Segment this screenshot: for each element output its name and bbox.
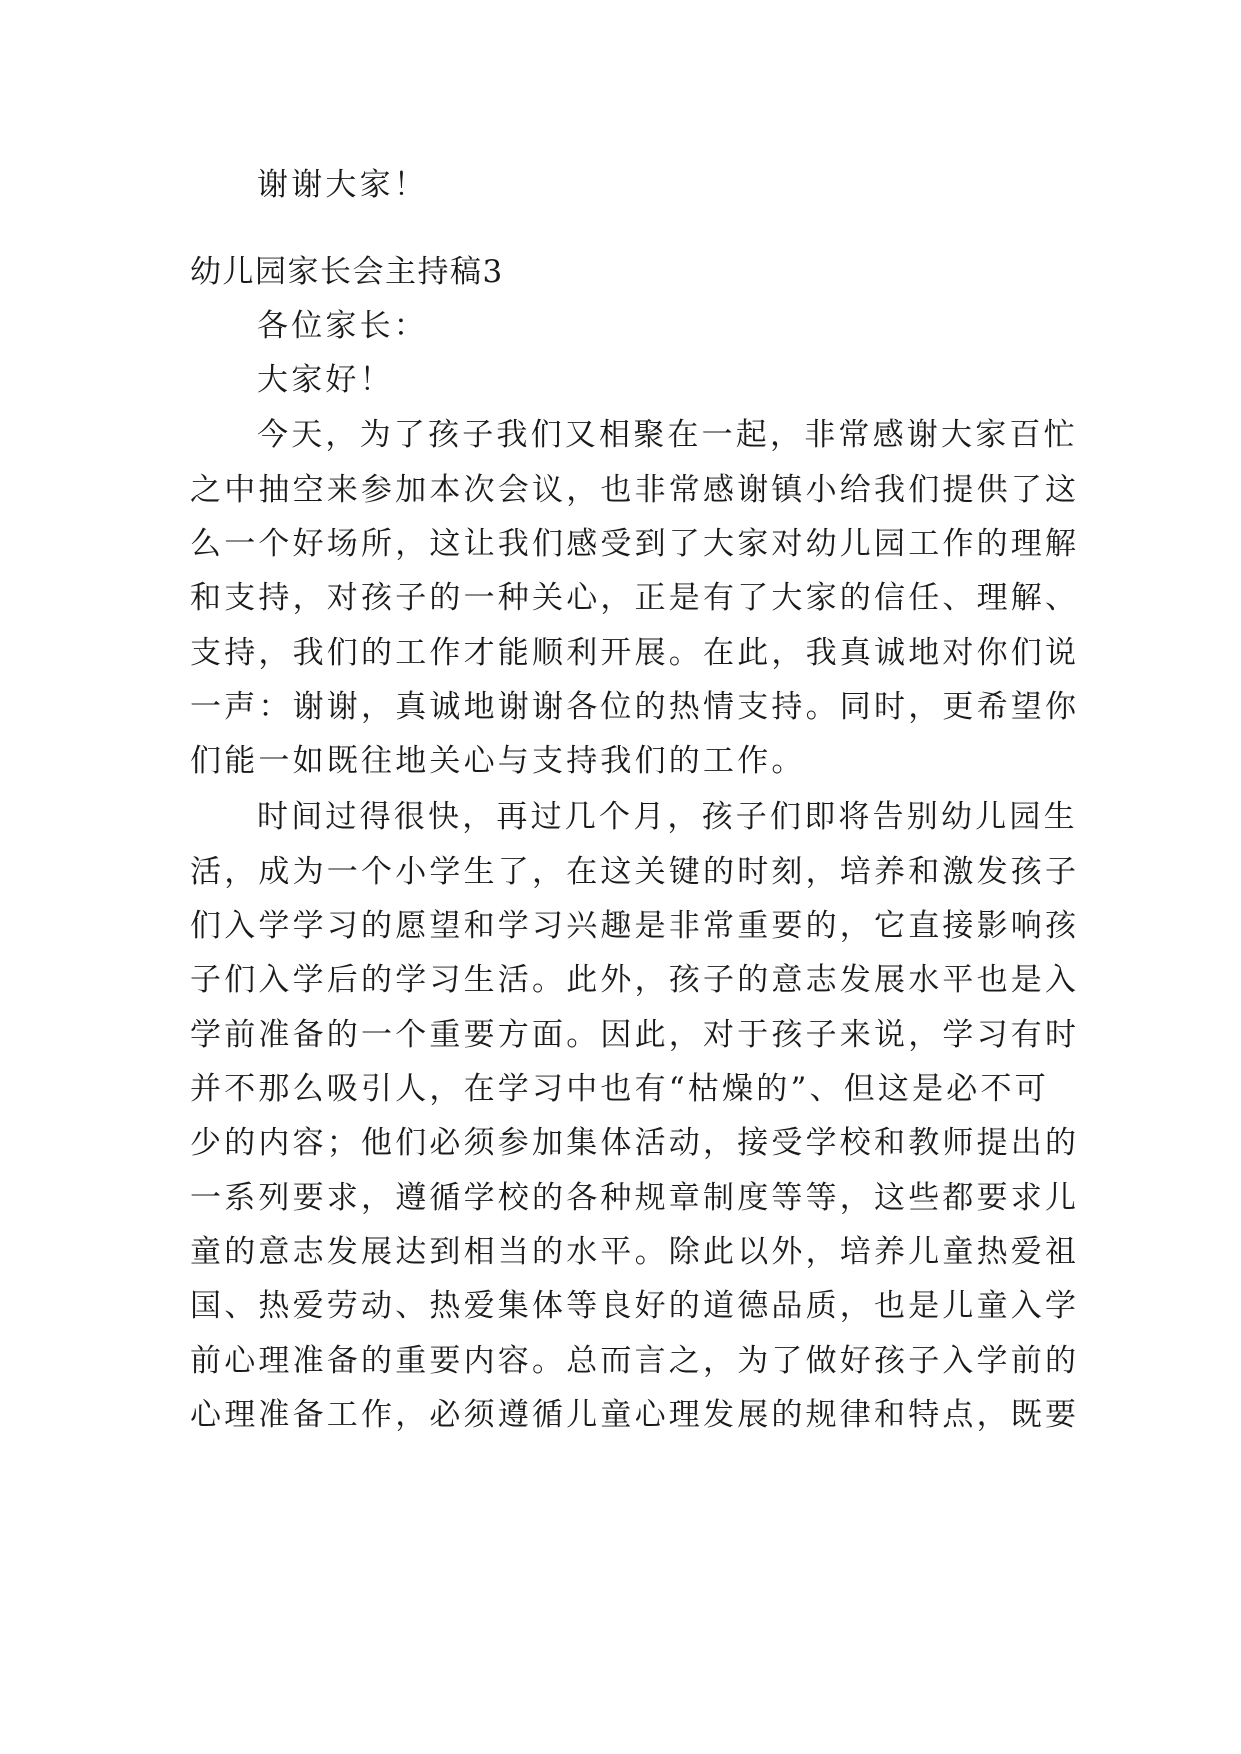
paragraph2-line: 童的意志发展达到相当的水平。除此以外，培养儿童热爱祖 (190, 1234, 1080, 1270)
paragraph2-line: 活，成为一个小学生了，在这关键的时刻，培养和激发孩子 (190, 854, 1080, 890)
paragraph1-line: 支持，我们的工作才能顺利开展。在此，我真诚地对你们说 (190, 635, 1080, 671)
paragraph2-line: 心理准备工作，必须遵循儿童心理发展的规律和特点，既要 (190, 1397, 1080, 1433)
paragraph1-line: 一声：谢谢，真诚地谢谢各位的热情支持。同时，更希望你 (190, 689, 1080, 725)
paragraph2-line: 少的内容；他们必须参加集体活动，接受学校和教师提出的 (190, 1125, 1080, 1161)
paragraph2-line: 们入学学习的愿望和学习兴趣是非常重要的，它直接影响孩 (190, 908, 1080, 944)
paragraph1-line: 么一个好场所，这让我们感受到了大家对幼儿园工作的理解 (190, 526, 1080, 562)
closing-line: 谢谢大家！ (257, 167, 428, 203)
paragraph1-line: 和支持，对孩子的一种关心，正是有了大家的信任、理解、 (190, 580, 1080, 616)
paragraph2-line: 并不那么吸引人，在学习中也有“枯燥的”、但这是必不可 (190, 1071, 1049, 1107)
paragraph2-line: 国、热爱劳动、热爱集体等良好的道德品质，也是儿童入学 (190, 1288, 1080, 1324)
greeting-line: 各位家长： (257, 308, 428, 344)
paragraph1-line: 今天，为了孩子我们又相聚在一起，非常感谢大家百忙 (257, 417, 1078, 453)
paragraph2-line: 一系列要求，遵循学校的各种规章制度等等，这些都要求儿 (190, 1180, 1080, 1216)
paragraph2-line: 子们入学后的学习生活。此外，孩子的意志发展水平也是入 (190, 962, 1080, 998)
hello-line: 大家好！ (257, 362, 394, 398)
paragraph2-line: 时间过得很快，再过几个月，孩子们即将告别幼儿园生 (257, 799, 1078, 835)
paragraph2-line: 学前准备的一个重要方面。因此，对于孩子来说，学习有时 (190, 1017, 1080, 1053)
section-heading: 幼儿园家长会主持稿3 (190, 254, 504, 290)
paragraph1-line: 之中抽空来参加本次会议，也非常感谢镇小给我们提供了这 (190, 472, 1080, 508)
paragraph1-line: 们能一如既往地关心与支持我们的工作。 (190, 743, 806, 779)
paragraph2-line: 前心理准备的重要内容。总而言之，为了做好孩子入学前的 (190, 1343, 1080, 1379)
